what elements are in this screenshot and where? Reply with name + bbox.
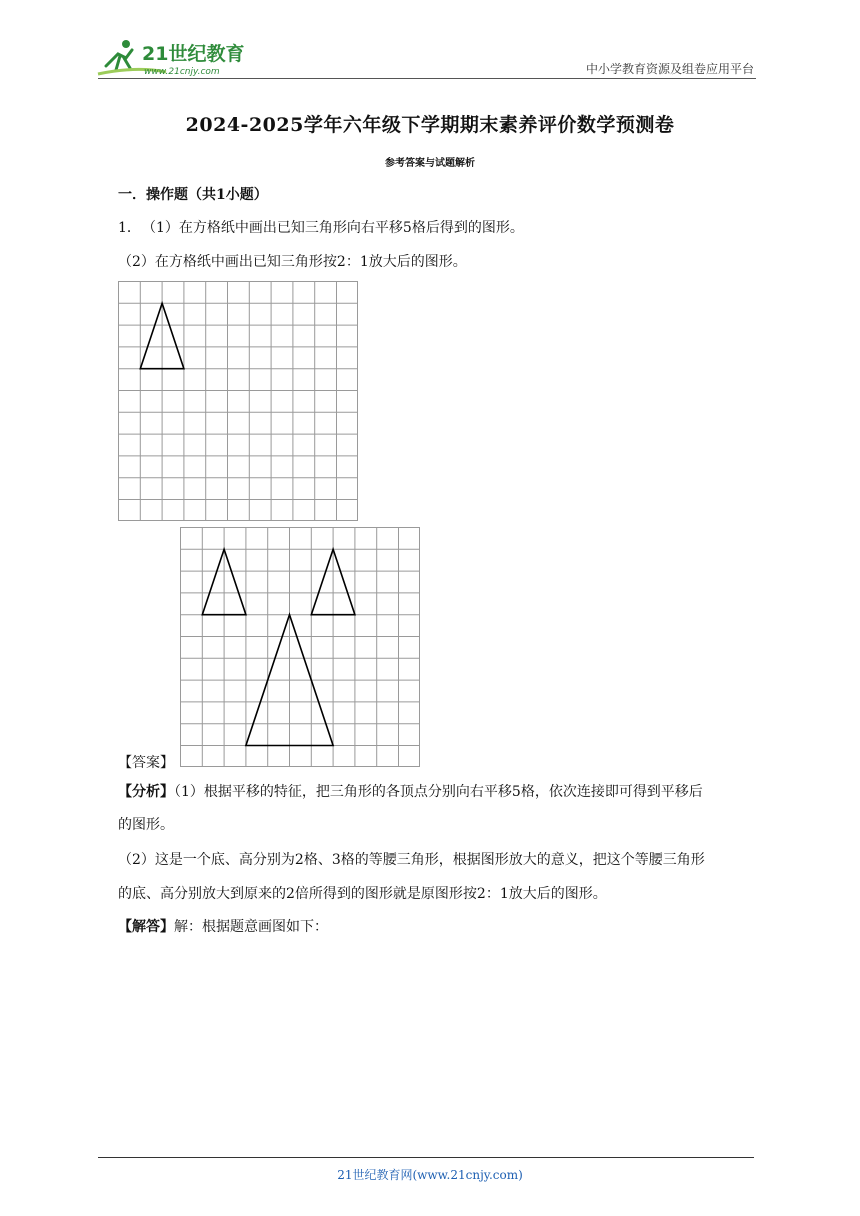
solution-text: 解：根据题意画图如下： — [174, 919, 328, 935]
analysis-label: 【分析】 — [118, 784, 174, 800]
question-part1: （1）在方格纸中画出已知三角形向右平移5格后得到的图形。 — [142, 220, 524, 236]
question-part2: （2）在方格纸中画出已知三角形按2：1放大后的图形。 — [118, 254, 467, 270]
answer-label: 【答案】 — [118, 755, 174, 771]
grid-lines — [118, 281, 358, 521]
analysis-text-4: 的底、高分别放大到原来的2倍所得到的图形就是原图形按2：1放大后的图形。 — [118, 886, 607, 902]
question-grid — [118, 281, 360, 523]
footer-link[interactable]: 21世纪教育网(www.21cnjy.com) — [337, 1168, 523, 1182]
header-divider — [98, 78, 756, 79]
solution-line — [118, 917, 328, 937]
answer-grid — [180, 527, 422, 769]
analysis-line1 — [118, 782, 703, 802]
svg-text:www.21cnjy.com: www.21cnjy.com — [144, 67, 220, 77]
solution-label: 【解答】 — [118, 919, 174, 935]
analysis-text-1: （1）根据平移的特征，把三角形的各顶点分别向右平移5格，依次连接即可得到平移后 — [174, 784, 703, 800]
analysis-text-2: 的图形。 — [118, 817, 174, 833]
page-subtitle: 参考答案与试题解析 — [385, 158, 475, 169]
section-heading: 一．操作题（共1小题） — [118, 187, 268, 203]
question-number: 1． — [118, 220, 141, 236]
page-title: 2024-2025学年六年级下学期期末素养评价数学预测卷 — [185, 114, 675, 136]
footer-divider — [98, 1157, 754, 1158]
site-logo — [96, 36, 266, 80]
platform-tagline: 中小学教育资源及组卷应用平台 — [585, 62, 754, 76]
analysis-text-3: （2）这是一个底、高分别为2格、3格的等腰三角形，根据图形放大的意义，把这个等腰三角形 — [118, 852, 705, 868]
svg-text:21世纪教育: 21世纪教育 — [142, 43, 245, 65]
